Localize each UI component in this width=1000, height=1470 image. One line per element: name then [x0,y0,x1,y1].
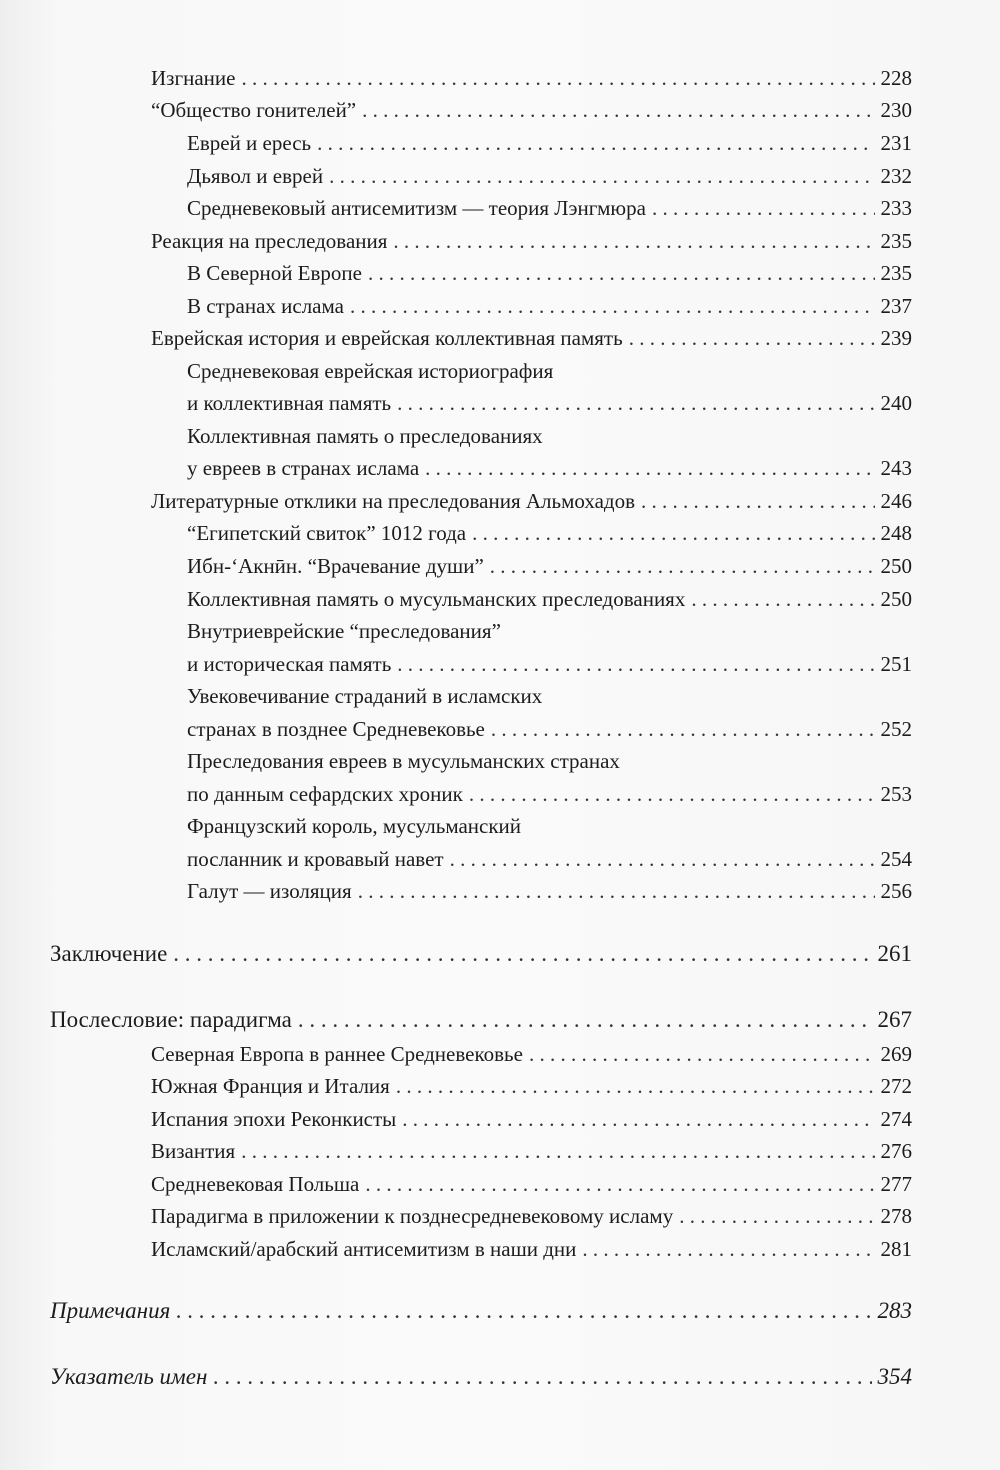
dot-leader [317,131,874,156]
toc-entry-title: В странах ислама [187,294,344,318]
toc-entry-title: Исламский/арабский антисемитизм в наши дни [151,1237,577,1261]
toc-entry-title: Ибн-‘Акнӣн. “Врачевание души” [187,554,484,578]
dot-leader [582,1237,874,1262]
toc-entry-page: 250 [880,554,912,578]
toc-entry-index-of-names [50,1364,912,1390]
toc-entry-page: 250 [880,587,912,611]
toc-entry-page: 276 [880,1139,912,1163]
toc-entry-title: Еврейская история и еврейская коллективная память [151,326,623,350]
dot-leader [641,489,875,514]
toc-entry-page: 235 [880,229,912,253]
toc-entry-title: Заключение [50,941,168,966]
toc-entry-title: “Общество гонителей” [151,98,357,122]
toc-entry-title-line1: Внутриеврейские “преследования” [187,619,501,643]
toc-entry-title-line1: Преследования евреев в мусульманских странах [187,749,620,773]
dot-leader [397,652,874,677]
toc-entry-french-king-blood-libel [187,847,912,872]
toc-entry-title: Галут — изоляция [187,879,352,903]
toc-entry-title: Средневековая Польша [151,1172,360,1196]
toc-entry-persecuting-society [151,98,912,123]
toc-entry-title: Примечания [50,1298,171,1323]
toc-entry-page: 251 [880,652,912,676]
toc-entry-memory-persecution-islam [187,456,912,481]
dot-leader [472,521,874,546]
toc-entry-page: 239 [880,326,912,350]
toc-entry-page: 274 [880,1107,912,1131]
toc-entry-title: и историческая память [187,652,392,676]
toc-entry-page: 230 [880,98,912,122]
toc-entry-paradigm-late-islam [151,1204,912,1229]
toc-entry-reconquista-spain [151,1107,912,1132]
toc-entry-page: 228 [880,66,912,90]
toc-entry-title: Южная Франция и Италия [151,1074,390,1098]
toc-entry-title-line1: Средневековая еврейская историография [187,359,554,383]
dot-leader [402,1107,874,1132]
dot-leader [368,261,875,286]
dot-leader [652,196,875,221]
toc-entry-title: Средневековый антисемитизм — теория Лэнгмюра [187,196,646,220]
toc-entry-title: Северная Европа в раннее Средневековье [151,1042,523,1066]
dot-leader [396,1074,875,1099]
dot-leader [393,229,874,254]
toc-entry-title: Парадигма в приложении к позднесредневековому исламу [151,1204,674,1228]
toc-entry-title-line1: Увековечивание страданий в исламских [187,684,543,708]
dot-leader [490,554,875,579]
toc-entry-sephardic-chronicles [187,782,912,807]
toc-entry-islamic-lands [187,294,912,319]
toc-entry-title: В Северной Европе [187,261,362,285]
toc-entry-title: “Египетский свиток” 1012 года [187,521,467,545]
toc-entry-title: странах в позднее Средневековье [187,717,485,741]
dot-leader [173,941,871,967]
toc-entry-title: Указатель имен [50,1364,208,1389]
dot-leader [679,1204,874,1229]
toc-entry-page: 254 [880,847,912,871]
toc-entry-jewish-history-memory [151,326,912,351]
toc-entry-page: 243 [880,456,912,480]
toc-entry-title: по данным сефардских хроник [187,782,463,806]
toc-entry-page: 278 [880,1204,912,1228]
toc-entry-page: 256 [880,879,912,903]
toc-entry-title: Литературные отклики на преследования Альмохадов [151,489,635,513]
toc-entry-title: Еврей и ересь [187,131,312,155]
toc-entry-title: Реакция на преследования [151,229,388,253]
dot-leader [529,1042,875,1067]
dot-leader [329,164,874,189]
dot-leader [176,1298,871,1324]
toc-entry-memory-muslim-persecution [187,587,912,612]
toc-entry-page: 354 [877,1364,912,1389]
dot-leader [241,66,874,91]
toc-entry-title: Послесловие: парадигма [50,1007,292,1032]
toc-entry-page: 269 [880,1042,912,1066]
toc-entry-intra-jewish-persecution [187,652,912,677]
toc-entry-early-medieval-north-europe [151,1042,912,1067]
toc-entry-egyptian-scroll [187,521,912,546]
toc-entry-page: 253 [880,782,912,806]
dot-leader [241,1139,874,1164]
toc-entry-title: Дьявол и еврей [187,164,324,188]
dot-leader [213,1364,871,1390]
toc-entry-page: 235 [880,261,912,285]
toc-entry-devil-and-jew [187,164,912,189]
toc-entry-page: 237 [880,294,912,318]
dot-leader [350,294,875,319]
toc-entry-title: и коллективная память [187,391,392,415]
dot-leader [362,98,874,123]
toc-entry-page: 281 [880,1237,912,1261]
toc-entry-title-line1: Коллективная память о преследованиях [187,424,543,448]
dot-leader [691,587,874,612]
toc-entry-title: посланник и кровавый навет [187,847,444,871]
toc-entry-afterword [50,1007,912,1033]
toc-entry-medieval-historiography [187,391,912,416]
toc-entry-page: 231 [880,131,912,155]
toc-entry-reaction-to-persecution [151,229,912,254]
dot-leader [491,717,875,742]
toc-entry-title-line1: Французский король, мусульманский [187,814,522,838]
toc-entry-title: Испания эпохи Реконкисты [151,1107,397,1131]
toc-entry-modern-antisemitism [151,1237,912,1262]
toc-entry-title: Византия [151,1139,236,1163]
dot-leader [358,879,875,904]
toc-entry-title: Изгнание [151,66,236,90]
dot-leader [365,1172,874,1197]
toc-entry-ibn-aknin [187,554,912,579]
toc-entry-page: 272 [880,1074,912,1098]
toc-entry-title: Коллективная память о мусульманских преследованиях [187,587,686,611]
toc-entry-jew-and-heresy [187,131,912,156]
toc-entry-page: 261 [877,941,912,966]
toc-entry-page: 283 [877,1298,912,1323]
toc-entry-page: 248 [880,521,912,545]
dot-leader [425,456,874,481]
dot-leader [629,326,875,351]
toc-entry-page: 246 [880,489,912,513]
toc-entry-notes [50,1298,912,1324]
toc-entry-page: 232 [880,164,912,188]
toc-entry-medieval-poland [151,1172,912,1197]
toc-entry-conclusion [50,941,912,967]
toc-entry-page: 267 [877,1007,912,1032]
toc-entry-expulsion [151,66,912,91]
dot-leader [469,782,875,807]
dot-leader [397,391,874,416]
toc-entry-page: 252 [880,717,912,741]
toc-entry-page: 240 [880,391,912,415]
dot-leader [450,847,875,872]
toc-entry-northern-europe [187,261,912,286]
dot-leader [298,1007,872,1033]
toc-entry-title: у евреев в странах ислама [187,456,420,480]
toc-entry-commemoration-suffering [187,717,912,742]
toc-entry-langmuir-theory [187,196,912,221]
toc-entry-page: 277 [880,1172,912,1196]
toc-entry-southern-france-italy [151,1074,912,1099]
toc-entry-galut-isolation [187,879,912,904]
toc-entry-page: 233 [880,196,912,220]
toc-entry-almohad-responses [151,489,912,514]
toc-entry-byzantium [151,1139,912,1164]
